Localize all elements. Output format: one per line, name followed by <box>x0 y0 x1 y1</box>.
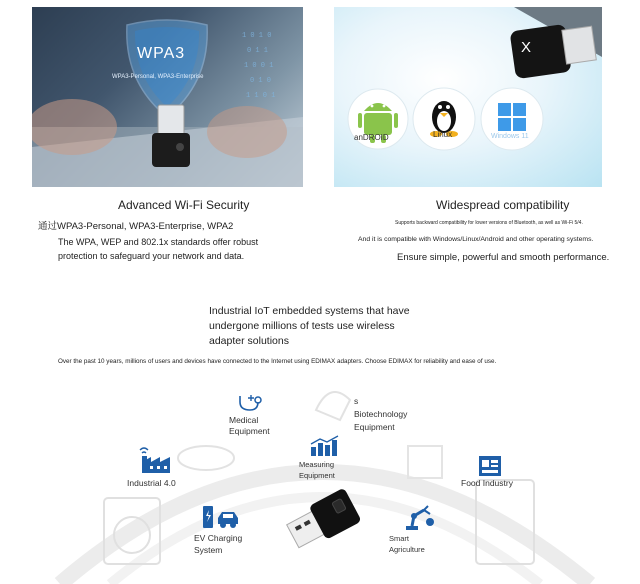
iot-title-line-3: adapter solutions <box>209 335 289 347</box>
svg-text:1 0 0 1: 1 0 0 1 <box>244 62 274 70</box>
usb-dongle-image <box>278 482 364 556</box>
food-label: Food Industry <box>461 478 513 488</box>
smart-label-2: Agriculture <box>389 545 425 554</box>
wpa3-subtitle: WPA3-Personal, WPA3-Enterprise <box>112 74 204 80</box>
compatibility-image <box>334 7 602 187</box>
food-factory-icon <box>476 452 504 478</box>
security-line-3: protection to safeguard your network and data. <box>58 251 245 261</box>
wpa3-badge: WPA3 <box>137 45 186 62</box>
svg-text:1 0 1 0: 1 0 1 0 <box>242 32 272 40</box>
factory-icon <box>136 446 172 474</box>
medical-label-2: Equipment <box>229 426 270 436</box>
svg-text:0 1 1: 0 1 1 <box>247 47 269 55</box>
compatibility-line-3: Ensure simple, powerful and smooth performance. <box>397 252 610 263</box>
bio-prefix: s <box>354 396 359 406</box>
os-label-windows: Windows 11 <box>491 133 529 140</box>
security-heading: Advanced Wi-Fi Security <box>118 198 250 212</box>
svg-text:0 1 0: 0 1 0 <box>250 77 272 85</box>
medical-icon <box>236 392 266 414</box>
iot-title-line-1: Industrial IoT embedded systems that have <box>209 305 410 317</box>
iot-description: Over the past 10 years, millions of users and devices have connected to the Internet using EDIMAX adapters. Choose EDIMAX for reliability and ease of use. <box>58 358 497 365</box>
compatibility-heading: Widespread compatibility <box>436 198 570 212</box>
bio-label-1: Biotechnology <box>354 409 408 419</box>
measuring-label-1: Measuring <box>299 460 335 469</box>
wpa3-illustration <box>32 7 303 187</box>
smart-label-1: Smart <box>389 534 410 543</box>
svg-text:1 1 0 1: 1 1 0 1 <box>246 92 276 100</box>
compatibility-line-1: Supports backward compatibility for lower versions of Bluetooth, as well as Wi-Fi 5/4. <box>395 220 583 226</box>
dongle-letter: X <box>521 39 532 56</box>
ev-label-2: System <box>194 545 223 555</box>
compatibility-line-2: And it is compatible with Windows/Linux/Android and other operating systems. <box>358 236 594 243</box>
ev-label-1: EV Charging <box>194 533 243 543</box>
os-label-linux: Linux <box>433 130 453 139</box>
compatibility-illustration <box>334 7 602 187</box>
ev-charging-icon <box>200 504 240 530</box>
security-line-1: 通过WPA3-Personal, WPA3-Enterprise, WPA2 <box>38 221 234 232</box>
measuring-icon <box>308 435 342 457</box>
security-line-2: The WPA, WEP and 802.1x standards offer robust <box>58 237 259 247</box>
wpa3-security-image <box>32 7 303 187</box>
iot-title-line-2: undergone millions of tests use wireless <box>209 320 395 332</box>
industrial-label: Industrial 4.0 <box>127 478 176 488</box>
bio-label-2: Equipment <box>354 422 395 432</box>
measuring-label-2: Equipment <box>299 471 335 480</box>
os-label-android: anDROID <box>354 133 389 142</box>
robot-arm-icon <box>402 504 436 532</box>
medical-label-1: Medical <box>229 415 259 425</box>
